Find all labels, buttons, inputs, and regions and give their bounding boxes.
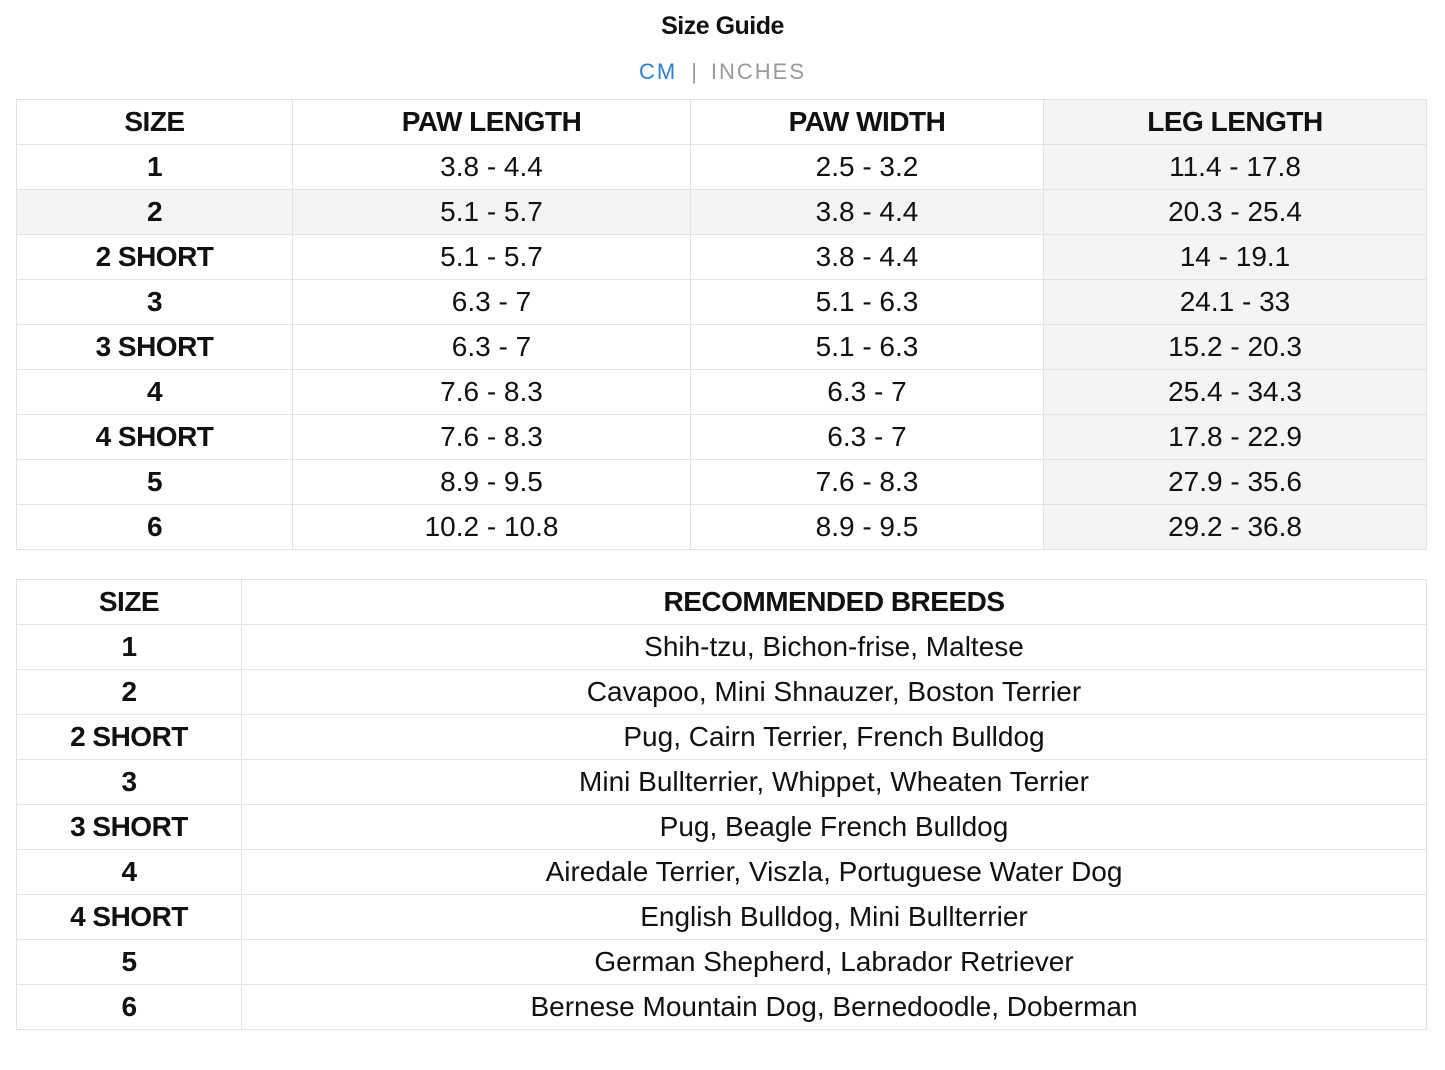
- breeds-cell: Pug, Cairn Terrier, French Bulldog: [242, 715, 1427, 760]
- size-cell: 1: [17, 625, 242, 670]
- table-row: [17, 850, 1427, 895]
- breeds-cell: Bernese Mountain Dog, Bernedoodle, Doberman: [242, 985, 1427, 1030]
- breeds-cell: German Shepherd, Labrador Retriever: [242, 940, 1427, 985]
- leg-length-cell: 14 - 19.1: [1044, 235, 1427, 280]
- paw-length-cell: 7.6 - 8.3: [293, 415, 691, 460]
- paw-width-cell: 7.6 - 8.3: [691, 460, 1044, 505]
- paw-length-cell: 3.8 - 4.4: [293, 145, 691, 190]
- header-size: SIZE: [17, 100, 293, 145]
- size-cell: 3 SHORT: [17, 805, 242, 850]
- table-row: [17, 670, 1427, 715]
- paw-width-cell: 6.3 - 7: [691, 370, 1044, 415]
- leg-length-cell: 15.2 - 20.3: [1044, 325, 1427, 370]
- paw-width-cell: 3.8 - 4.4: [691, 190, 1044, 235]
- header-size: SIZE: [17, 580, 242, 625]
- size-cell: 4 SHORT: [17, 895, 242, 940]
- size-cell: 2 SHORT: [17, 235, 293, 280]
- page-title: Size Guide: [661, 12, 784, 40]
- unit-cm-tab[interactable]: CM: [638, 59, 678, 85]
- table-header-row: [17, 580, 1427, 625]
- table-row: [17, 715, 1427, 760]
- unit-inches-tab[interactable]: INCHES: [710, 59, 807, 85]
- paw-length-cell: 7.6 - 8.3: [293, 370, 691, 415]
- paw-width-cell: 8.9 - 9.5: [691, 505, 1044, 550]
- table-row: [17, 460, 1427, 505]
- table-row: [17, 895, 1427, 940]
- paw-length-cell: 5.1 - 5.7: [293, 190, 691, 235]
- size-cell: 3: [17, 760, 242, 805]
- paw-length-cell: 10.2 - 10.8: [293, 505, 691, 550]
- leg-length-cell: 25.4 - 34.3: [1044, 370, 1427, 415]
- table-row: [17, 280, 1427, 325]
- size-cell: 2: [17, 670, 242, 715]
- leg-length-cell: 20.3 - 25.4: [1044, 190, 1427, 235]
- table-row: [17, 415, 1427, 460]
- breeds-table: [16, 579, 1427, 1030]
- breeds-cell: Shih-tzu, Bichon-frise, Maltese: [242, 625, 1427, 670]
- breeds-cell: Mini Bullterrier, Whippet, Wheaten Terrier: [242, 760, 1427, 805]
- paw-width-cell: 2.5 - 3.2: [691, 145, 1044, 190]
- paw-width-cell: 6.3 - 7: [691, 415, 1044, 460]
- table-row: [17, 625, 1427, 670]
- paw-length-cell: 6.3 - 7: [293, 280, 691, 325]
- leg-length-cell: 29.2 - 36.8: [1044, 505, 1427, 550]
- table-row: [17, 235, 1427, 280]
- leg-length-cell: 17.8 - 22.9: [1044, 415, 1427, 460]
- measurements-table: [16, 99, 1427, 550]
- leg-length-cell: 11.4 - 17.8: [1044, 145, 1427, 190]
- size-cell: 4 SHORT: [17, 415, 293, 460]
- paw-width-cell: 5.1 - 6.3: [691, 280, 1044, 325]
- table-row: [17, 145, 1427, 190]
- table-header-row: [17, 100, 1427, 145]
- header-paw-length: PAW LENGTH: [293, 100, 691, 145]
- size-cell: 6: [17, 505, 293, 550]
- header-recommended-breeds: RECOMMENDED BREEDS: [242, 580, 1427, 625]
- size-cell: 5: [17, 460, 293, 505]
- size-cell: 2: [17, 190, 293, 235]
- leg-length-cell: 27.9 - 35.6: [1044, 460, 1427, 505]
- table-row: [17, 190, 1427, 235]
- size-cell: 6: [17, 985, 242, 1030]
- table-row: [17, 505, 1427, 550]
- unit-separator: |: [691, 59, 697, 85]
- breeds-cell: Cavapoo, Mini Shnauzer, Boston Terrier: [242, 670, 1427, 715]
- table-row: [17, 760, 1427, 805]
- paw-width-cell: 3.8 - 4.4: [691, 235, 1044, 280]
- size-cell: 3 SHORT: [17, 325, 293, 370]
- unit-toggle: [0, 57, 1445, 86]
- table-row: [17, 805, 1427, 850]
- size-cell: 4: [17, 370, 293, 415]
- size-cell: 5: [17, 940, 242, 985]
- leg-length-cell: 24.1 - 33: [1044, 280, 1427, 325]
- paw-length-cell: 5.1 - 5.7: [293, 235, 691, 280]
- breeds-cell: Airedale Terrier, Viszla, Portuguese Water Dog: [242, 850, 1427, 895]
- paw-width-cell: 5.1 - 6.3: [691, 325, 1044, 370]
- header-paw-width: PAW WIDTH: [691, 100, 1044, 145]
- table-row: [17, 325, 1427, 370]
- table-row: [17, 985, 1427, 1030]
- size-cell: 2 SHORT: [17, 715, 242, 760]
- breeds-cell: English Bulldog, Mini Bullterrier: [242, 895, 1427, 940]
- paw-length-cell: 8.9 - 9.5: [293, 460, 691, 505]
- size-cell: 3: [17, 280, 293, 325]
- breeds-cell: Pug, Beagle French Bulldog: [242, 805, 1427, 850]
- table-row: [17, 370, 1427, 415]
- table-row: [17, 940, 1427, 985]
- paw-length-cell: 6.3 - 7: [293, 325, 691, 370]
- size-cell: 1: [17, 145, 293, 190]
- size-cell: 4: [17, 850, 242, 895]
- header-leg-length: LEG LENGTH: [1044, 100, 1427, 145]
